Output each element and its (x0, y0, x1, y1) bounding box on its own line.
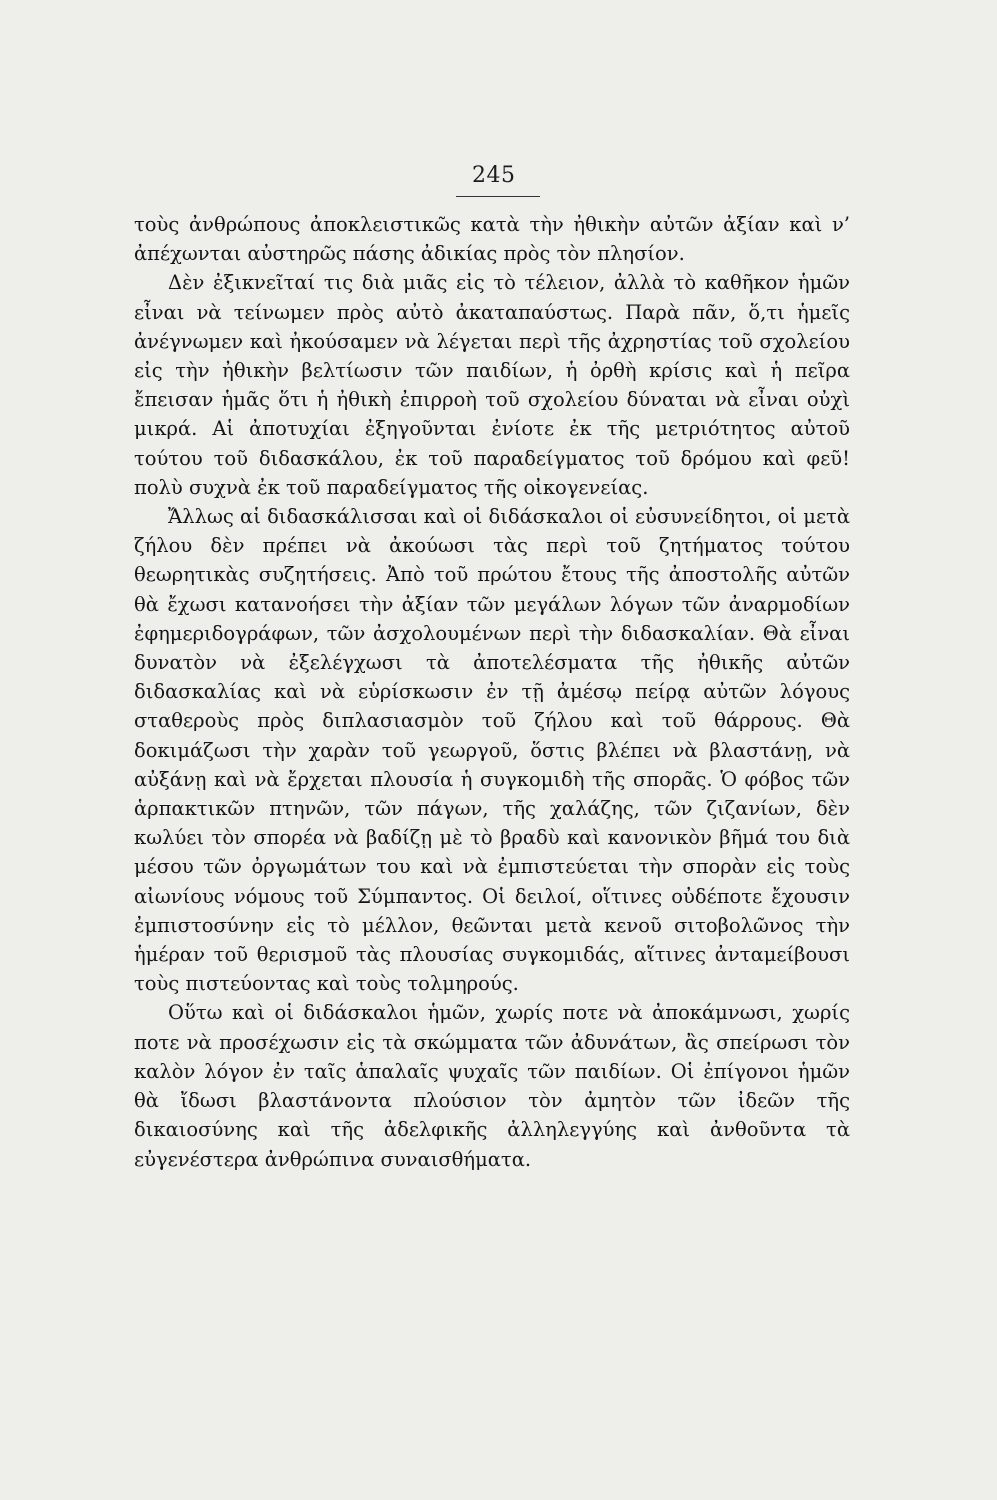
page-number-rule (456, 196, 540, 197)
paragraph-continuation: τοὺς ἀνθρώπους ἀποκλειστικῶς κατὰ τὴν ἠθικὴν αὐτῶν ἀξίαν καὶ ν’ ἀπέχωνται αὐστηρῶς πάσης ἀδικίας πρὸς τὸν πλησίον. (134, 213, 850, 266)
body-text (134, 210, 850, 1174)
paragraph: Οὕτω καὶ οἱ διδάσκαλοι ἡμῶν, χωρίς ποτε νὰ ἀποκάμνωσι, χωρίς ποτε νὰ προσέχωσιν εἰς τὰ σκώμματα τῶν ἀδυνάτων, ἂς σπείρωσι τὸν καλὸν λόγον ἐν ταῖς ἁπαλαῖς ψυχαῖς τῶν παιδίων. Οἱ ἐπίγονοι ἡμῶν θὰ ἴδωσι βλαστάνοντα πλούσιον τὸν ἀμητὸν τῶν ἰδεῶν τῆς δικαιοσύνης καὶ τῆς ἀδελφικῆς ἀλληλεγγύης καὶ ἀνθοῦντα τὰ εὐγενέστερα ἀνθρώπινα συναισθήματα. (134, 1001, 850, 1171)
paragraph: Ἄλλως αἱ διδασκάλισσαι καὶ οἱ διδάσκαλοι οἱ εὐσυνείδητοι, οἱ μετὰ ζήλου δὲν πρέπει νὰ ἀκούωσι τὰς περὶ τοῦ ζητήματος τούτου θεωρητικὰς συζητήσεις. Ἀπὸ τοῦ πρώτου ἔτους τῆς ἀποστολῆς αὐτῶν θὰ ἔχωσι κατανοήσει τὴν ἀξίαν τῶν μεγάλων λόγων τῶν ἀναρμοδίων ἐφημεριδογράφων, τῶν ἀσχολουμένων περὶ τὴν διδασκαλίαν. Θὰ εἶναι δυνατὸν νὰ ἐξελέγχωσι τὰ ἀποτελέσματα τῆς ἠθικῆς αὐτῶν διδασκαλίας καὶ νὰ εὑρίσκωσιν ἐν τῇ ἀμέσῳ πείρᾳ αὐτῶν λόγους σταθεροὺς πρὸς διπλασιασμὸν τοῦ ζήλου καὶ τοῦ θάρρους. Θὰ δοκιμάζωσι τὴν χαρὰν τοῦ γεωργοῦ, ὅστις βλέπει νὰ βλαστάνῃ, νὰ αὐξάνῃ καὶ νὰ ἔρχεται πλουσία ἡ συγκομιδὴ τῆς σπορᾶς. Ὁ φόβος τῶν ἁρπακτικῶν πτηνῶν, τῶν πάγων, τῆς χαλάζης, τῶν ζιζανίων, δὲν κωλύει τὸν σπορέα νὰ βαδίζῃ μὲ τὸ βραδὺ καὶ κανονικὸν βῆμά του διὰ μέσου τῶν ὀργωμάτων του καὶ νὰ ἐμπιστεύεται τὴν σπορὰν εἰς τοὺς αἰωνίους νόμους τοῦ Σύμπαντος. Οἱ δειλοί, οἵτινες οὐδέποτε ἔχουσιν ἐμπιστοσύνην εἰς τὸ μέλλον, θεῶνται μετὰ κενοῦ σιτοβολῶνος τὴν ἡμέραν τοῦ θερισμοῦ τὰς πλουσίας συγκομιδάς, αἵτινες ἀνταμείβουσι τοὺς πιστεύοντας καὶ τοὺς τολμηρούς. (134, 505, 850, 996)
page-number: 245 (472, 163, 516, 188)
paragraph: Δὲν ἐξικνεῖταί τις διὰ μιᾶς εἰς τὸ τέλειον, ἀλλὰ τὸ καθῆκον ἡμῶν εἶναι νὰ τείνωμεν πρὸς αὐτὸ ἀκαταπαύστως. Παρὰ πᾶν, ὅ,τι ἡμεῖς ἀνέγνωμεν καὶ ἠκούσαμεν νὰ λέγεται περὶ τῆς ἀχρηστίας τοῦ σχολείου εἰς τὴν ἠθικὴν βελτίωσιν τῶν παιδίων, ἡ ὀρθὴ κρίσις καὶ ἡ πεῖρα ἔπεισαν ἡμᾶς ὅτι ἡ ἠθικὴ ἐπιρροὴ τοῦ σχολείου δύναται νὰ εἶναι οὐχὶ μικρά. Αἱ ἀποτυχίαι ἐξηγοῦνται ἐνίοτε ἐκ τῆς μετριότητος αὐτοῦ τούτου τοῦ διδασκάλου, ἐκ τοῦ παραδείγματος τοῦ δρόμου καὶ φεῦ! πολὺ συχνὰ ἐκ τοῦ παραδείγματος τῆς οἰκογενείας. (134, 271, 850, 499)
